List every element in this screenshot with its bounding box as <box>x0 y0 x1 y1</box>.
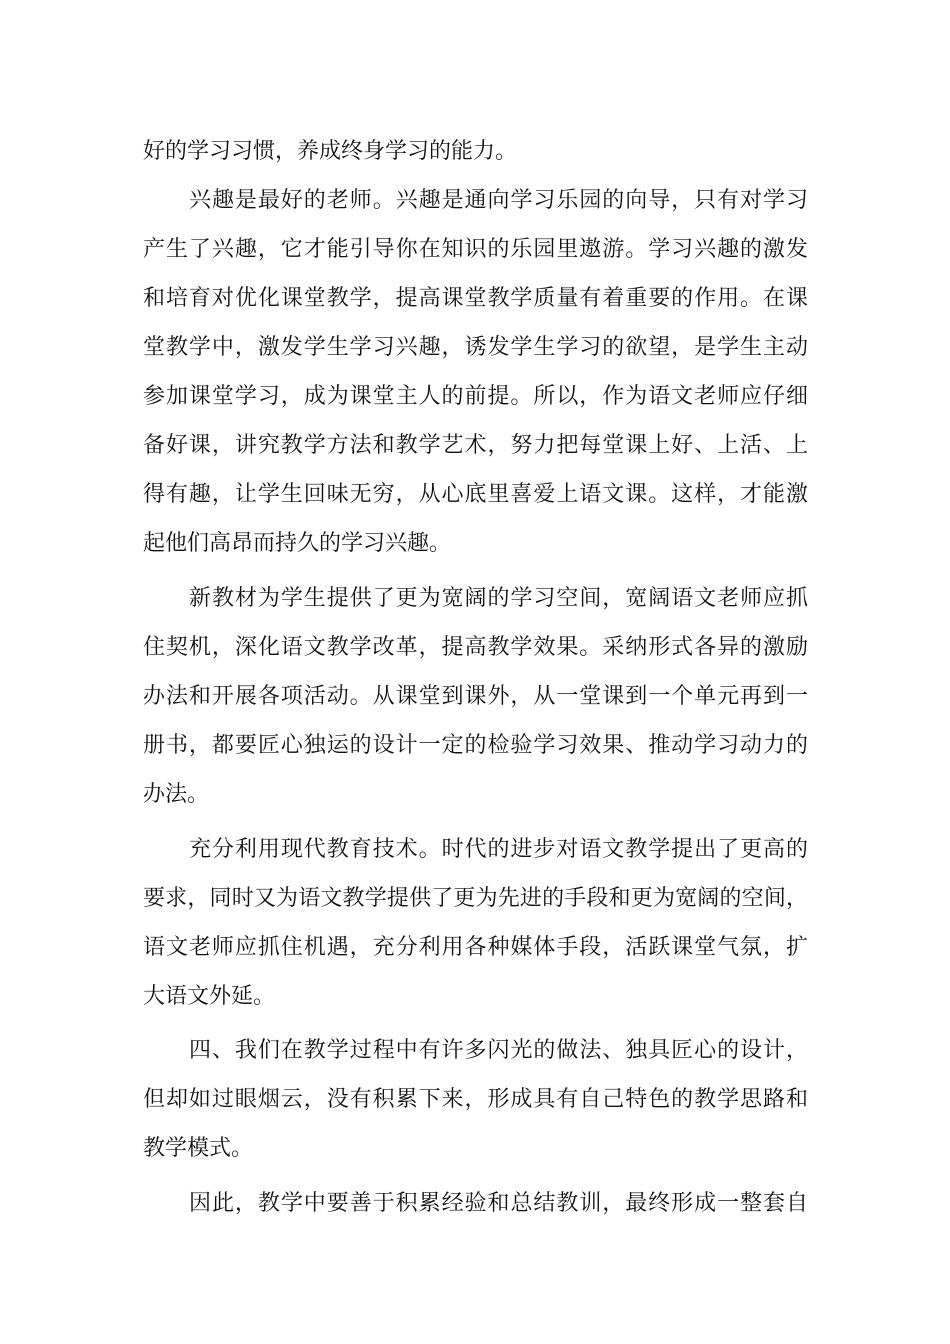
text-line: 堂教学中，激发学生学习兴趣，诱发学生学习的欲望，是学生主动 <box>143 335 808 360</box>
text-line: 产生了兴趣，它才能引导你在知识的乐园里遨游。学习兴趣的激发 <box>143 237 808 262</box>
text-line: 册书，都要匠心独运的设计一定的检验学习效果、推动学习动力的 <box>143 733 808 758</box>
text-line: 住契机，深化语文教学改革，提高教学效果。采纳形式各异的激励 <box>143 635 808 660</box>
text-line: 参加课堂学习，成为课堂主人的前提。所以，作为语文老师应仔细 <box>143 384 808 409</box>
paragraph-first-line: 因此，教学中要善于积累经验和总结教训，最终形成一整套自 <box>189 1191 808 1216</box>
paragraph-first-line: 新教材为学生提供了更为宽阔的学习空间，宽阔语文老师应抓 <box>189 586 808 611</box>
paragraph-first-line: 兴趣是最好的老师。兴趣是通向学习乐园的向导，只有对学习 <box>189 188 808 213</box>
text-line: 得有趣，让学生回味无穷，从心底里喜爱上语文课。这样，才能激 <box>143 482 808 507</box>
text-line: 好的学习习惯，养成终身学习的能力。 <box>143 139 518 164</box>
text-line: 要求，同时又为语文教学提供了更为先进的手段和更为宽阔的空间， <box>143 886 808 911</box>
text-line: 备好课，讲究教学方法和教学艺术，努力把每堂课上好、上活、上 <box>143 433 808 458</box>
text-line: 教学模式。 <box>143 1136 254 1161</box>
paragraph-first-line: 充分利用现代教育技术。时代的进步对语文教学提出了更高的 <box>189 837 808 862</box>
text-line: 语文老师应抓住机遇，充分利用各种媒体手段，活跃课堂气氛，扩 <box>143 935 808 960</box>
text-line: 和培育对优化课堂教学，提高课堂教学质量有着重要的作用。在课 <box>143 286 808 311</box>
text-line: 办法和开展各项活动。从课堂到课外，从一堂课到一个单元再到一 <box>143 684 808 709</box>
text-line: 大语文外延。 <box>143 984 276 1009</box>
text-line: 起他们高昂而持久的学习兴趣。 <box>143 531 452 556</box>
text-line: 但却如过眼烟云，没有积累下来，形成具有自己特色的教学思路和 <box>143 1087 808 1112</box>
text-line: 办法。 <box>143 782 210 807</box>
paragraph-first-line: 四、我们在教学过程中有许多闪光的做法、独具匠心的设计， <box>189 1038 808 1063</box>
